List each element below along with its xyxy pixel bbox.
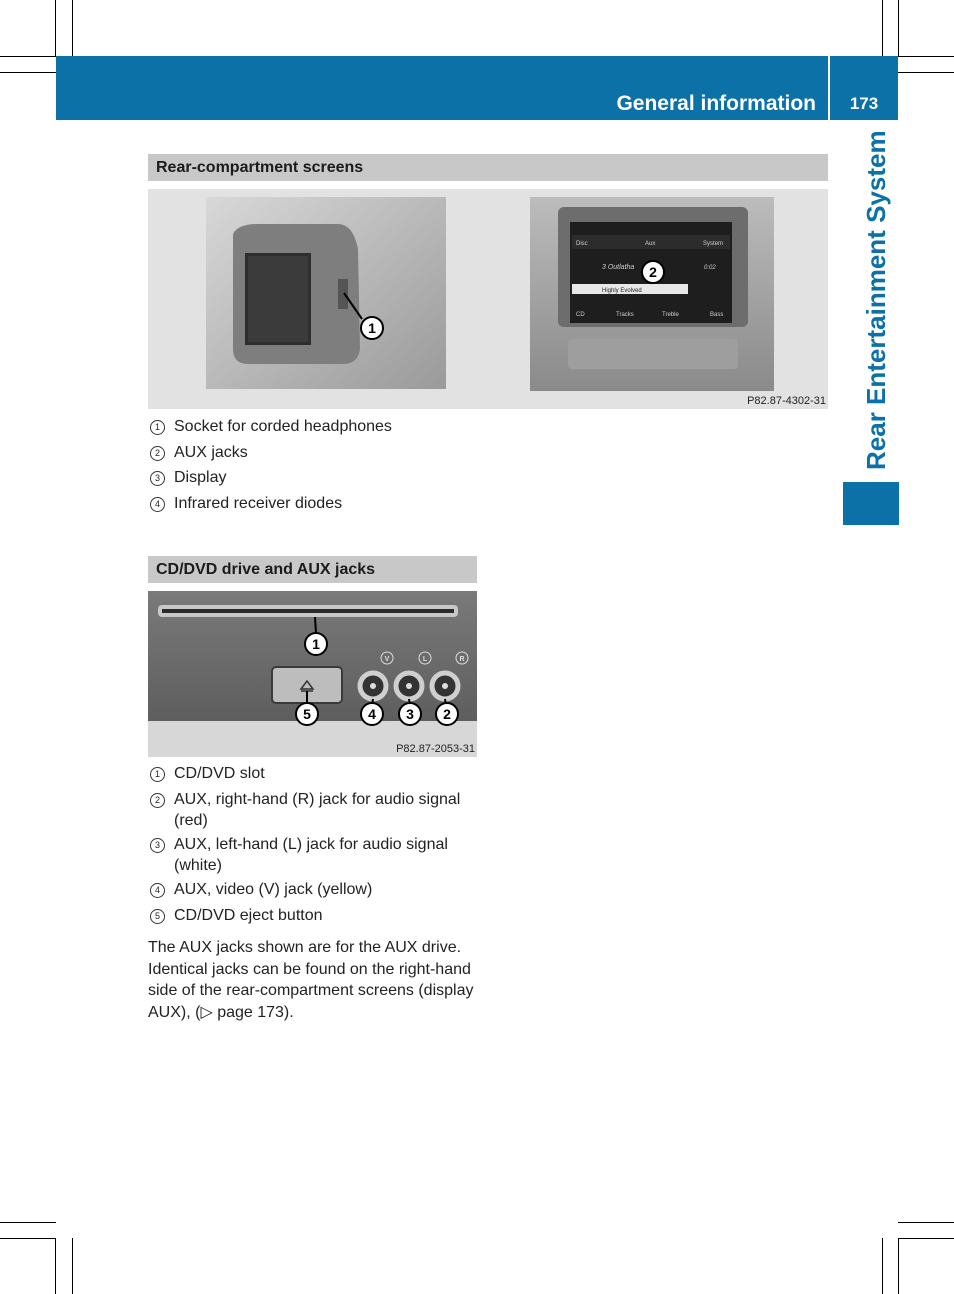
screen-highlight: Highly Evolved (602, 288, 642, 294)
figure-rear-screens (148, 189, 828, 409)
legend-cd-dvd (148, 763, 480, 926)
crop-mark (898, 0, 899, 56)
legend-text: AUX, right-hand (R) jack for audio signal (red) (174, 791, 461, 829)
crop-mark (0, 1222, 56, 1223)
callout-4 (361, 703, 383, 725)
page-number: 173 (849, 94, 879, 113)
callout-5 (296, 703, 318, 725)
figure-code: P82.87-2053-31 (396, 743, 475, 755)
item-number: 1 (150, 767, 165, 782)
legend-text: Socket for corded headphones (174, 418, 392, 435)
header-bar (56, 56, 828, 120)
crop-mark (882, 1238, 883, 1294)
item-number: 1 (150, 420, 165, 435)
legend-item (148, 789, 480, 831)
screen-time: 0:02 (704, 265, 716, 271)
screen-menu-cd: CD (576, 312, 585, 318)
crop-mark (55, 1238, 56, 1294)
legend-text: CD/DVD slot (174, 765, 265, 782)
jack-label-r: R (459, 656, 465, 663)
legend-item (148, 442, 548, 463)
screen-menu-treble: Treble (662, 312, 679, 318)
cd-dvd-illustration (148, 591, 477, 757)
legend-item (148, 467, 548, 488)
legend-text: AUX jacks (174, 443, 248, 461)
item-number: 2 (150, 446, 165, 461)
legend-item (148, 416, 548, 437)
crop-mark (72, 1238, 73, 1294)
legend-text: CD/DVD eject button (174, 907, 323, 924)
crop-mark (898, 1238, 954, 1239)
chapter-tab-marker (843, 482, 899, 525)
item-number: 4 (150, 883, 165, 898)
screen-menu-disc: Disc (576, 241, 588, 247)
legend-text: Display (174, 469, 227, 486)
callout-3 (399, 703, 421, 725)
svg-text:5: 5 (303, 706, 311, 722)
crop-mark (898, 1238, 899, 1294)
svg-text:4: 4 (368, 706, 376, 722)
crop-mark (72, 0, 73, 56)
legend-text: AUX, video (V) jack (yellow) (174, 881, 373, 898)
screen-menu-system: System (703, 241, 724, 247)
callout-2 (642, 261, 664, 283)
section-heading-rear-screens: Rear-compartment screens (148, 154, 828, 181)
callout-2 (436, 703, 458, 725)
callout-1 (361, 317, 383, 339)
figure-cd-dvd-drive (148, 591, 477, 757)
chapter-tab-label: Rear Entertainment System (861, 130, 891, 470)
jack-label-v: V (384, 656, 390, 663)
body-paragraph: The AUX jacks shown are for the AUX drive. Identical jacks can be found on the right-hand side of the rear-compartment screens (display AUX), (▷ page 173). (148, 939, 474, 1021)
screen-menu-tracks: Tracks (616, 312, 634, 318)
item-number: 3 (150, 471, 165, 486)
legend-item (148, 905, 480, 926)
item-number: 3 (150, 838, 165, 853)
legend-text: AUX, left-hand (L) jack for audio signal (white) (174, 836, 448, 874)
svg-text:2: 2 (443, 706, 451, 722)
callout-1 (305, 633, 327, 655)
rear-screens-illustration (148, 189, 828, 409)
legend-text: Infrared receiver diodes (174, 494, 343, 512)
legend-item (148, 493, 548, 514)
item-number: 2 (150, 793, 165, 808)
crop-mark (0, 72, 56, 73)
crop-mark (0, 1238, 56, 1239)
screen-menu-aux: Aux (645, 241, 656, 247)
screen-menu-bass: Bass (710, 312, 724, 318)
svg-text:2: 2 (649, 264, 657, 280)
page-number-box (830, 56, 898, 120)
legend-rear-screens (148, 416, 548, 514)
svg-text:1: 1 (312, 636, 320, 652)
svg-text:1: 1 (368, 320, 376, 336)
page-title: General information (616, 92, 816, 115)
section-heading-cd-dvd: CD/DVD drive and AUX jacks (148, 556, 477, 583)
figure-code: P82.87-4302-31 (747, 395, 826, 407)
crop-mark (898, 72, 954, 73)
crop-mark (882, 0, 883, 56)
item-number: 5 (150, 909, 165, 924)
legend-item (148, 879, 480, 900)
crop-mark (898, 56, 954, 57)
crop-mark (0, 56, 56, 57)
legend-item (148, 763, 480, 784)
screen-track: 3 Outlatha (602, 264, 635, 271)
legend-item (148, 834, 480, 876)
crop-mark (55, 0, 56, 56)
jack-label-l: L (422, 656, 428, 663)
item-number: 4 (150, 497, 165, 512)
crop-mark (898, 1222, 954, 1223)
svg-text:3: 3 (406, 706, 414, 722)
